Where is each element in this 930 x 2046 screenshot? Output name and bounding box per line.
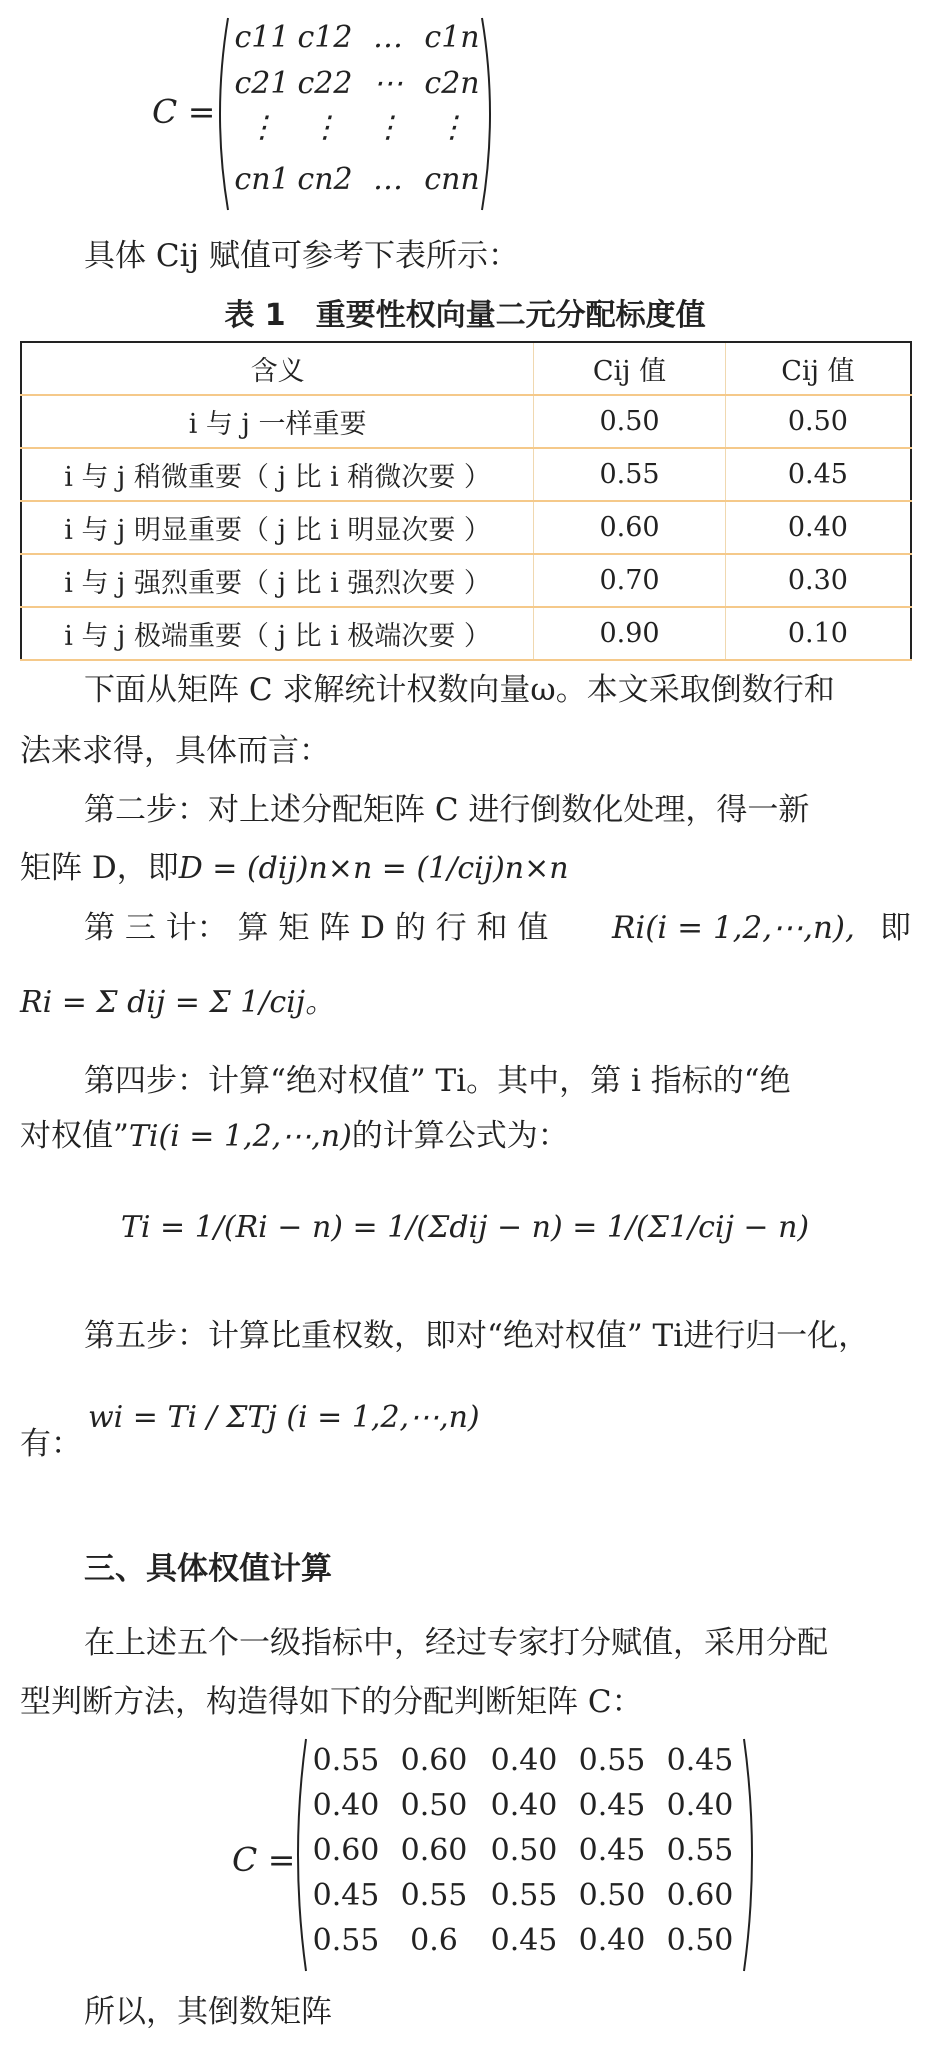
step3-line1-formula: Ri(i = 1,2,⋯,n), bbox=[612, 910, 855, 946]
step4-prefix: 对权值” bbox=[20, 1118, 129, 1154]
table-cell: 0.40 bbox=[725, 501, 911, 554]
table-cell: 0.30 bbox=[725, 554, 911, 607]
step3-formula: Ri = Σ dij = Σ 1/cij。 bbox=[20, 985, 336, 1020]
num-matrix-entry: 0.50 bbox=[490, 1833, 558, 1868]
matrix-entry: ⋮ bbox=[373, 110, 403, 145]
num-matrix-entry: 0.40 bbox=[490, 1743, 558, 1778]
table-cell: 0.60 bbox=[534, 501, 726, 554]
matrix-entry: … bbox=[373, 20, 403, 55]
num-matrix-entry: 0.6 bbox=[410, 1923, 458, 1958]
num-matrix-entry: 0.45 bbox=[666, 1743, 734, 1778]
table-row bbox=[21, 607, 911, 660]
num-matrix-entry: 0.55 bbox=[490, 1878, 558, 1913]
step3-line1-suffix: 即 bbox=[880, 910, 911, 946]
step5-line1: 第五步：计算比重权数，即对“绝对权值” Ti进行归一化， bbox=[84, 1318, 870, 1354]
num-matrix-entry: 0.40 bbox=[312, 1788, 380, 1823]
num-matrix-entry: 0.60 bbox=[400, 1833, 468, 1868]
num-matrix-entry: 0.55 bbox=[312, 1743, 380, 1778]
table-row bbox=[21, 448, 911, 501]
matrix-entry: cn2 bbox=[297, 162, 353, 197]
step4-inline-formula: Ti(i = 1,2,⋯,n) bbox=[128, 1119, 352, 1154]
matrix-entry: ⋮ bbox=[310, 110, 340, 145]
para1-line2: 法来求得，具体而言： bbox=[20, 733, 330, 769]
matrix-entry: c12 bbox=[297, 20, 353, 55]
step2-formula: D = (dij)n×n = (1/cij)n×n bbox=[178, 851, 569, 886]
section3-line1: 在上述五个一级指标中，经过专家打分赋值，采用分配 bbox=[84, 1625, 828, 1661]
num-matrix-entry: 0.50 bbox=[400, 1788, 468, 1823]
section-heading: 三、具体权值计算 bbox=[84, 1551, 332, 1587]
num-matrix-entry: 0.60 bbox=[312, 1833, 380, 1868]
table-cell: i 与 j 极端重要（ j 比 i 极端次要 ） bbox=[21, 607, 534, 660]
num-matrix-entry: 0.60 bbox=[400, 1743, 468, 1778]
num-matrix-entry: 0.60 bbox=[666, 1878, 734, 1913]
matrix-entry: c11 bbox=[234, 20, 290, 55]
num-matrix-entry: 0.55 bbox=[578, 1743, 646, 1778]
table-header-cell: Cij 值 bbox=[725, 342, 911, 395]
matrix-entry: c1n bbox=[424, 20, 480, 55]
intro-line: 具体 Cij 赋值可参考下表所示： bbox=[84, 238, 519, 274]
matrix-entry: ⋮ bbox=[247, 110, 277, 145]
weight-scale-table bbox=[20, 341, 912, 661]
table-header-cell: Cij 值 bbox=[534, 342, 726, 395]
table-header-cell: 含义 bbox=[21, 342, 534, 395]
table-row bbox=[21, 501, 911, 554]
num-matrix-label: C = bbox=[232, 1840, 296, 1879]
matrix-entry: c22 bbox=[297, 66, 353, 101]
table-cell: i 与 j 稍微重要（ j 比 i 稍微次要 ） bbox=[21, 448, 534, 501]
num-matrix-entry: 0.40 bbox=[490, 1788, 558, 1823]
table-cell: 0.70 bbox=[534, 554, 726, 607]
step5-lead: 有： bbox=[20, 1426, 82, 1462]
table-caption: 表 1 重要性权向量二元分配标度值 bbox=[224, 298, 706, 333]
table-cell: i 与 j 明显重要（ j 比 i 明显次要 ） bbox=[21, 501, 534, 554]
matrix-entry: … bbox=[373, 162, 403, 197]
step4-line1: 第四步：计算“绝对权值” Ti。其中，第 i 指标的“绝 bbox=[84, 1063, 791, 1099]
step4-formula: Ti = 1/(Ri − n) = 1/(Σdij − n) = 1/(Σ1/cij − n) bbox=[120, 1210, 810, 1245]
matrix-entry: c21 bbox=[234, 66, 290, 101]
num-matrix-entry: 0.40 bbox=[578, 1923, 646, 1958]
para1-line1: 下面从矩阵 C 求解统计权数向量ω。本文采取倒数行和 bbox=[84, 672, 835, 708]
table-cell: 0.50 bbox=[534, 395, 726, 448]
table-cell: 0.45 bbox=[725, 448, 911, 501]
section3-line2: 型判断方法，构造得如下的分配判断矩阵 C： bbox=[20, 1684, 643, 1720]
num-matrix-entry: 0.45 bbox=[490, 1923, 558, 1958]
matrix-cells bbox=[210, 14, 500, 214]
num-matrix-cells bbox=[290, 1735, 760, 1975]
step2-line1: 第二步：对上述分配矩阵 C 进行倒数化处理，得一新 bbox=[84, 792, 810, 828]
table-header-row bbox=[21, 342, 911, 395]
step3-line1-prefix: 第 三 计： 算 矩 阵 D 的 行 和 值 bbox=[84, 910, 549, 946]
num-matrix-entry: 0.50 bbox=[666, 1923, 734, 1958]
num-matrix-entry: 0.45 bbox=[312, 1878, 380, 1913]
table-row bbox=[21, 395, 911, 448]
num-matrix-entry: 0.45 bbox=[578, 1788, 646, 1823]
matrix-entry: cn1 bbox=[234, 162, 290, 197]
table-cell: 0.10 bbox=[725, 607, 911, 660]
closing-line: 所以，其倒数矩阵 bbox=[84, 1994, 332, 2030]
num-matrix-entry: 0.50 bbox=[578, 1878, 646, 1913]
num-matrix-entry: 0.55 bbox=[666, 1833, 734, 1868]
num-matrix-entry: 0.45 bbox=[578, 1833, 646, 1868]
matrix-entry: ⋯ bbox=[373, 66, 403, 101]
step4-line2 bbox=[20, 1118, 569, 1155]
step5-formula: wi = Ti / ΣTj (i = 1,2,⋯,n) bbox=[88, 1400, 480, 1435]
table-row bbox=[21, 554, 911, 607]
matrix-entry: c2n bbox=[424, 66, 480, 101]
step4-suffix: 的计算公式为： bbox=[351, 1118, 569, 1154]
step2-prefix: 矩阵 D，即 bbox=[20, 850, 179, 886]
step2-line2 bbox=[20, 850, 569, 887]
num-matrix-entry: 0.40 bbox=[666, 1788, 734, 1823]
table-cell: 0.90 bbox=[534, 607, 726, 660]
matrix-label: C = bbox=[152, 92, 216, 131]
num-matrix-entry: 0.55 bbox=[312, 1923, 380, 1958]
matrix-entry: cnn bbox=[424, 162, 480, 197]
table-cell: 0.50 bbox=[725, 395, 911, 448]
table-cell: 0.55 bbox=[534, 448, 726, 501]
matrix-entry: ⋮ bbox=[437, 110, 467, 145]
table-cell: i 与 j 一样重要 bbox=[21, 395, 534, 448]
num-matrix-entry: 0.55 bbox=[400, 1878, 468, 1913]
table-cell: i 与 j 强烈重要（ j 比 i 强烈次要 ） bbox=[21, 554, 534, 607]
